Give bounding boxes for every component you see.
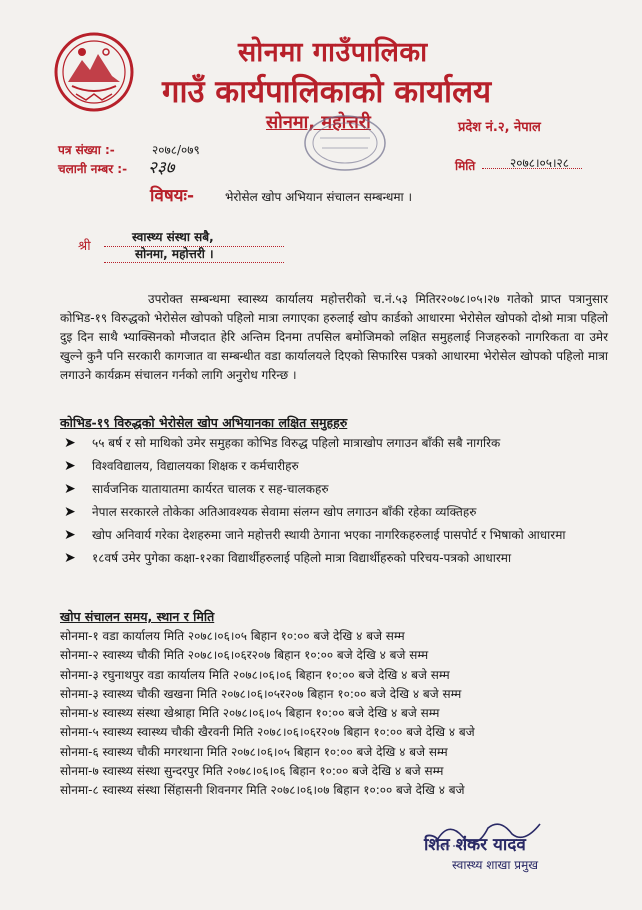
addressee-prefix: श्री <box>78 239 91 254</box>
list-item: ➤ १८वर्ष उमेर पुगेका कक्षा-१२का विद्यार्थीहरुलाई पहिलो मात्रा विद्यार्थीहरुको परिचय-पत्रको आधारमा <box>64 550 512 566</box>
letterhead-line2: गाउँ कार्यपालिकाको कार्यालय <box>162 74 492 110</box>
subject-text: भेरोसेल खोप अभियान संचालन सम्बन्धमा । <box>225 190 412 204</box>
schedule-heading: खोप संचालन समय, स्थान र मिति <box>60 609 215 624</box>
arrow-bullet-icon: ➤ <box>64 435 76 451</box>
chalani-number-label: चलानी नम्बर :- <box>58 162 128 176</box>
target-groups-heading: कोभिड-१९ विरुद्धको भेरोसेल खोप अभियानका लक्षित समुहहरु <box>60 415 348 430</box>
patra-sankhya-label: पत्र संख्या :- <box>58 143 115 157</box>
schedule-row: सोनमा-२ स्वास्थ्य चौकी मिति २०७८।०६।०६र२०७ बिहान १०:०० बजे देखि ४ बजे सम्म <box>60 648 429 663</box>
chalani-number-value: २३७ <box>148 158 175 178</box>
schedule-row: सोनमा-३ स्वास्थ्य चौकी खखना मिति २०७८।०६।०५र२०७ बिहान १०:०० बजे देखि ४ बजे सम्म <box>60 686 462 701</box>
list-item: ➤ नेपाल सरकारले तोकेका अतिआवश्यक सेवामा संलग्न खोप लगाउन बाँकी रहेका व्यक्तिहरु <box>64 504 477 520</box>
schedule-row: सोनमा-४ स्वास्थ्य संस्था खेश्राहा मिति २०७८।०६।०५ बिहान १०:०० बजे देखि ४ बजे सम्म <box>60 706 440 721</box>
addressee-line2: सोनमा, महोत्तरी । <box>135 247 214 261</box>
date-label: मिति <box>455 159 476 173</box>
arrow-bullet-icon: ➤ <box>64 504 76 520</box>
schedule-row: सोनमा-८ स्वास्थ्य संस्था सिंहासनी शिवनगर मिति २०७८।०६।०७ बिहान १०:०० बजे देखि ४ बजे <box>60 783 465 798</box>
arrow-bullet-icon: ➤ <box>64 527 76 543</box>
list-item: ➤ सार्वजनिक यातायातमा कार्यरत चालक र सह-चालकहरु <box>64 481 329 497</box>
schedule-list <box>60 627 620 801</box>
list-item: ➤ विश्वविद्यालय, विद्यालयका शिक्षक र कर्मचारीहरु <box>64 458 299 474</box>
province-label: प्रदेश नं.२, नेपाल <box>458 120 541 135</box>
government-emblem-icon <box>52 30 136 114</box>
letterhead-line1: सोनमा गाउँपालिका <box>238 37 428 68</box>
schedule-row: सोनमा-१ वडा कार्यालय मिति २०७८।०६।०५ बिहान १०:०० बजे देखि ४ बजे सम्म <box>60 629 405 643</box>
addressee-line1: स्वास्थ्य संस्था सबै, <box>132 230 214 244</box>
signatory-title: स्वास्थ्य शाखा प्रमुख <box>452 858 539 872</box>
signatory-name: शित शंकर यादव <box>424 835 526 855</box>
arrow-bullet-icon: ➤ <box>64 481 76 497</box>
patra-sankhya-value: २०७८/०७९ <box>152 143 200 157</box>
schedule-row: सोनमा-६ स्वास्थ्य चौकी मगरथाना मिति २०७८।०६।०५ बिहान १०:०० बजे देखि ४ बजे सम्म <box>60 744 448 759</box>
schedule-row: सोनमा-३ रघुनाथपुर वडा कार्यालय मिति २०७८।०६।०६ बिहान १०:०० बजे देखि ४ बजे सम्म <box>60 667 450 682</box>
schedule-row: सोनमा-५ स्वास्थ्य स्वास्थ्य चौकी खैरवनी मिति २०७८।०६।०६र२०७ बिहान १०:०० बजे देखि ४ बजे <box>60 725 475 740</box>
body-paragraph: उपरोक्त सम्बन्धमा स्वास्थ्य कार्यालय महोत्तरीको च.नं.५३ मितिर२०७८।०५।२७ गतेको प्राप्त पत्रानुसार कोभिड-१९ विरुद्धको भेरोसेल खोपको पहिलो मात्रा लगाएका हरुलाई खोप कार्डको आधारमा भेरोसेल खोपको दोश्रो मात्रा पहिलो दुइ दिन साथै भ्याक्सिनको मौजदात हेरि अन्तिम दिनमा तपसिल बमोजिमको लक्षित समुहलाई निजहरुको नागरिकता वा उमेर खुल्ने कुनै पनि सरकारी कागजात वा सम्बन्धीत वडा कार्यालयले दिएको सिफारिस पत्रको आधारमा भेरोसेल खोपको पहिलो मात्रा लगाउने कार्यक्रम संचालन गर्नको लागि अनुरोध गरिन्छ । <box>60 292 608 382</box>
subject-label: विषयः- <box>150 186 195 206</box>
schedule-row: सोनमा-७ स्वास्थ्य संस्था सुन्दरपुर मिति २०७८।०६।०६ बिहान १०:०० बजे देखि ४ बजे सम्म <box>60 764 444 779</box>
arrow-bullet-icon: ➤ <box>64 458 76 474</box>
letterhead-line3: सोनमा, महोत्तरी <box>266 112 371 133</box>
list-item: ➤ खोप अनिवार्य गरेका देशहरुमा जाने महोत्तरी स्थायी ठेगाना भएका नागरिकहरुलाई पासपोर्ट र भिषाको आधारमा <box>64 527 566 543</box>
list-item: ➤ ५५ बर्ष र सो माथिको उमेर समुहका कोभिड विरुद्ध पहिलो मात्राखोप लगाउन बाँकी सबै नागरिक <box>64 435 501 451</box>
addressee-dotted-line-2 <box>104 262 284 263</box>
target-groups-list <box>62 434 622 572</box>
arrow-bullet-icon: ➤ <box>64 550 76 566</box>
office-stamp-icon <box>300 112 390 174</box>
date-value: २०७८।०५।२८ <box>510 156 570 170</box>
